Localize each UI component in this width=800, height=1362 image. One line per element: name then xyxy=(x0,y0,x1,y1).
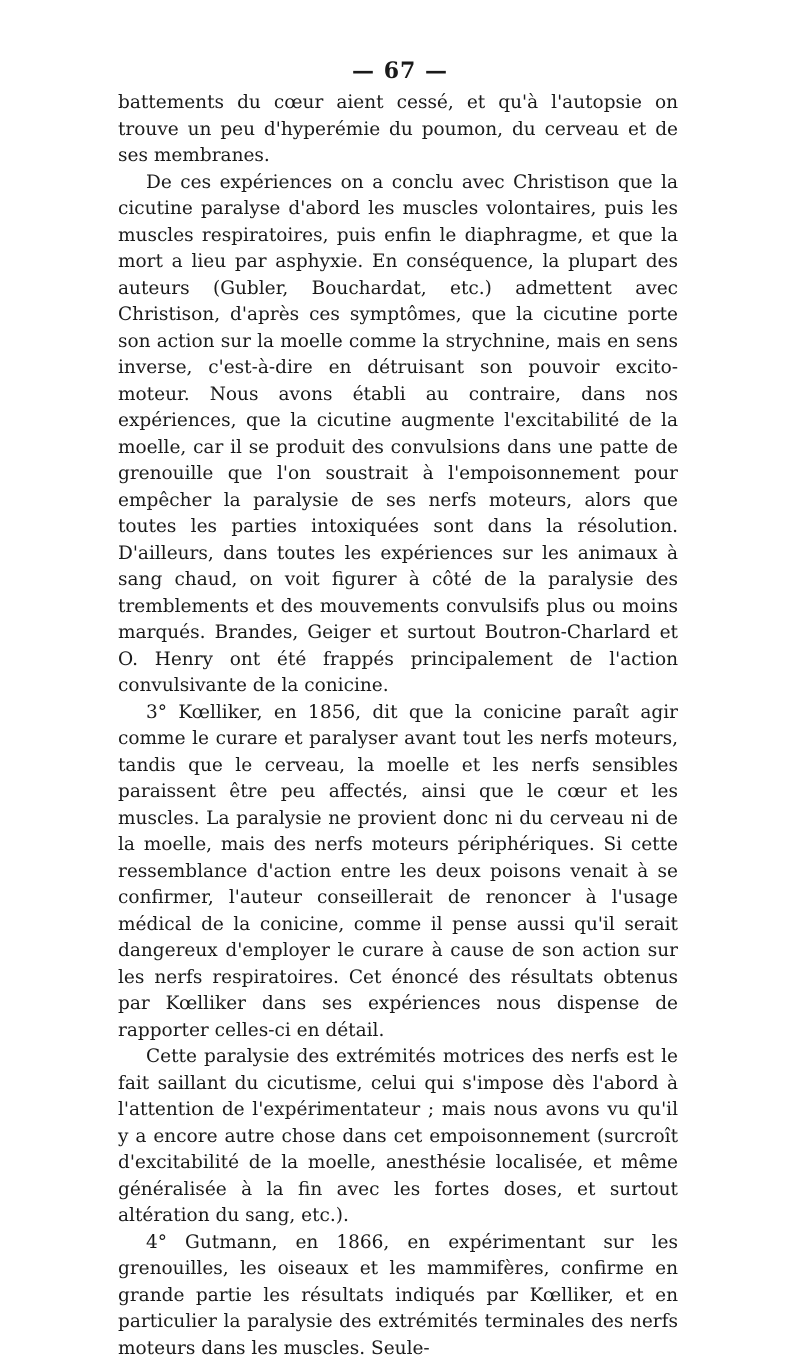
paragraph-christison: De ces expériences on a conclu avec Christison que la cicutine paralyse d'abord les muscles volontaires, puis les muscles respiratoires, puis enfin le diaphragme, et que la mort a lieu par asphyxie. En conséquence, la plupart des auteurs (Gubler, Bouchardat, etc.) admettent avec Christison, d'après ces symptômes, que la cicutine porte son action sur la moelle comme la strychnine, mais en sens inverse, c'est-à-dire en détruisant son pouvoir excito-moteur. Nous avons établi au contraire, dans nos expériences, que la cicutine augmente l'excitabilité de la moelle, car il se produit des convulsions dans une patte de grenouille que l'on soustrait à l'empoisonnement pour empêcher la paralysie de ses nerfs moteurs, alors que toutes les parties intoxiquées sont dans la résolution. D'ailleurs, dans toutes les expériences sur les animaux à sang chaud, on voit figurer à côté de la paralysie des tremblements et des mouvements convulsifs plus ou moins marqués. Brandes, Geiger et surtout Boutron-Charlard et O. Henry ont été frappés principalement de l'action convulsivante de la conicine. xyxy=(118,170,678,700)
paragraph-cicutisme: Cette paralysie des extrémités motrices des nerfs est le fait saillant du cicutisme, celui qui s'impose dès l'abord à l'attention de l'expérimentateur ; mais nous avons vu qu'il y a encore autre chose dans cet empoisonnement (surcroît d'excitabilité de la moelle, anesthésie localisée, et même généralisée à la fin avec les fortes doses, et surtout altération du sang, etc.). xyxy=(118,1044,678,1230)
paragraph-continuation: battements du cœur aient cessé, et qu'à l'autopsie on trouve un peu d'hyperémie du poumon, du cerveau et de ses membranes. xyxy=(118,90,678,170)
body-text xyxy=(118,90,678,1362)
paragraph-gutmann: 4° Gutmann, en 1866, en expérimentant sur les grenouilles, les oiseaux et les mammifères, confirme en grande partie les résultats indiqués par Kœlliker, et en particulier la paralysie des extrémités terminales des nerfs moteurs dans les muscles. Seule- xyxy=(118,1230,678,1362)
paragraph-koelliker: 3° Kœlliker, en 1856, dit que la conicine paraît agir comme le curare et paralyser avant tout les nerfs moteurs, tandis que le cerveau, la moelle et les nerfs sensibles paraissent être peu affectés, ainsi que le cœur et les muscles. La paralysie ne provient donc ni du cerveau ni de la moelle, mais des nerfs moteurs périphériques. Si cette ressemblance d'action entre les deux poisons venait à se confirmer, l'auteur conseillerait de renoncer à l'usage médical de la conicine, comme il pense aussi qu'il serait dangereux d'employer le curare à cause de son action sur les nerfs respiratoires. Cet énoncé des résultats obtenus par Kœlliker dans ses expériences nous dispense de rapporter celles-ci en détail. xyxy=(118,700,678,1045)
page-number: — 67 — xyxy=(0,58,800,84)
